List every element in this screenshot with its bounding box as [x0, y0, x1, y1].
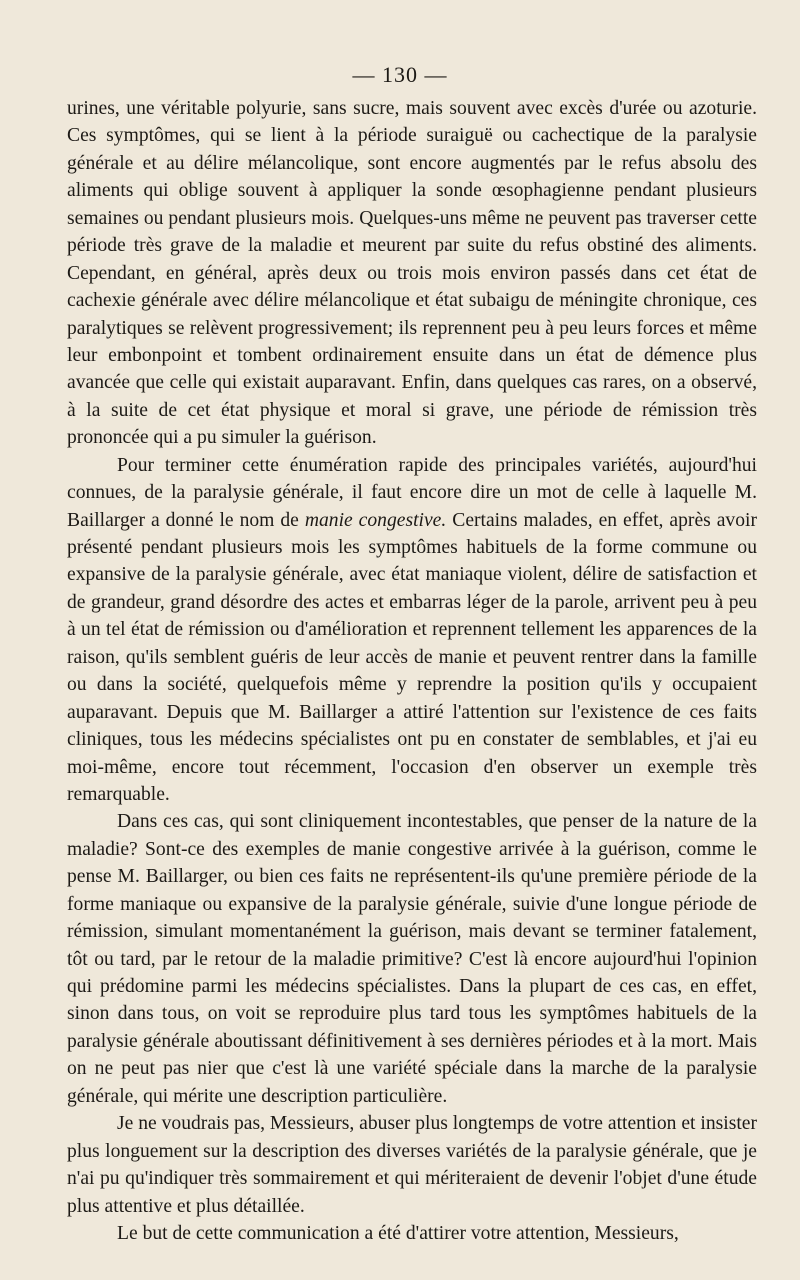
paragraph-5: Le but de cette communication a été d'attirer votre attention, Messieurs, — [117, 1222, 679, 1244]
paragraph-2-text-after: Certains malades, en effet, après avoir présenté pendant plusieurs mois les symptômes habituels de la forme commune ou expansive de la paralysie générale, avec état maniaque violent, délire de satisfaction et de grandeur, grand désordre des actes et embarras léger de la parole, arrivent peu à peu à un tel état de rémission ou d'amélioration et reprennent tellement les apparences de la raison, qu'ils semblent guéris de leur accès de manie et peuvent rentrer dans la famille ou dans la société, quelquefois même y reprendre la position qu'ils y occupaient auparavant. Depuis que M. Baillarger a attiré l'attention sur l'existence de ces faits cliniques, tous les médecins spécialistes ont pu en constater de semblables, et j'ai eu moi-même, encore tout récemment, l'occasion d'en observer un exemple très remarquable. — [67, 509, 757, 805]
paragraph-2-text-before: Pour terminer cette énumération rapide des principales variétés, aujourd'hui connues, de la paralysie générale, il faut encore dire un mot de celle à laquelle M. Baillarger a donné le nom de — [67, 454, 757, 531]
paragraph-4: Je ne voudrais pas, Messieurs, abuser plus longtemps de votre attention et insister plus longuement sur la description des diverses variétés de la paralysie générale, que je n'ai pu qu'indiquer très sommairement et qui mériteraient de devenir l'objet d'une étude plus attentive et plus détaillée. — [67, 1113, 757, 1217]
paragraph-1: urines, une véritable polyurie, sans sucre, mais souvent avec excès d'urée ou azoturie. Ces symptômes, qui se lient à la période suraiguë ou cachectique de la paralysie générale et au délire mélancolique, sont encore augmentés par le refus absolu des aliments qui oblige souvent à appliquer la sonde œsophagienne pendant plusieurs semaines ou pendant plusieurs mois. Quelques-uns même ne peuvent pas traverser cette période très grave de la maladie et meurent par suite du refus obstiné des aliments. Cependant, en général, après deux ou trois mois environ passés dans cet état de cachexie générale avec délire mélancolique et état subaigu de méningite chronique, ces paralytiques se relèvent progressivement; ils reprennent peu à peu leurs forces et même leur embonpoint et tombent ordinairement ensuite dans un état de démence plus avancée que celle qui existait auparavant. Enfin, dans quelques cas rares, on a observé, à la suite de cet état physique et moral si grave, une période de rémission très prononcée qui a pu simuler la guérison. — [67, 98, 757, 449]
page-number: — 130 — — [352, 62, 448, 87]
emphasis-manie-congestive: manie congestive. — [304, 509, 447, 531]
body-text — [67, 95, 757, 1247]
paragraph-3: Dans ces cas, qui sont cliniquement incontestables, que penser de la nature de la maladie? Sont-ce des exemples de manie congestive arrivée à la guérison, comme le pense M. Baillarger, ou bien ces faits ne représentent-ils qu'une première période de la forme maniaque ou expansive de la paralysie générale, suivie d'une longue période de rémission, simulant momentanément la guérison, mais devant se terminer fatalement, tôt ou tard, par le retour de la maladie primitive? C'est là encore aujourd'hui l'opinion qui prédomine parmi les médecins spécialistes. Dans la plupart de ces cas, en effet, sinon dans tous, on voit se reproduire plus tard tous les symptômes habituels de la paralysie générale aboutissant définitivement à ses dernières périodes et à la mort. Mais on ne peut pas nier que c'est là une variété spéciale dans la marche de la paralysie générale, qui mérite une description particulière. — [67, 811, 757, 1107]
paragraph-2 — [67, 452, 757, 809]
